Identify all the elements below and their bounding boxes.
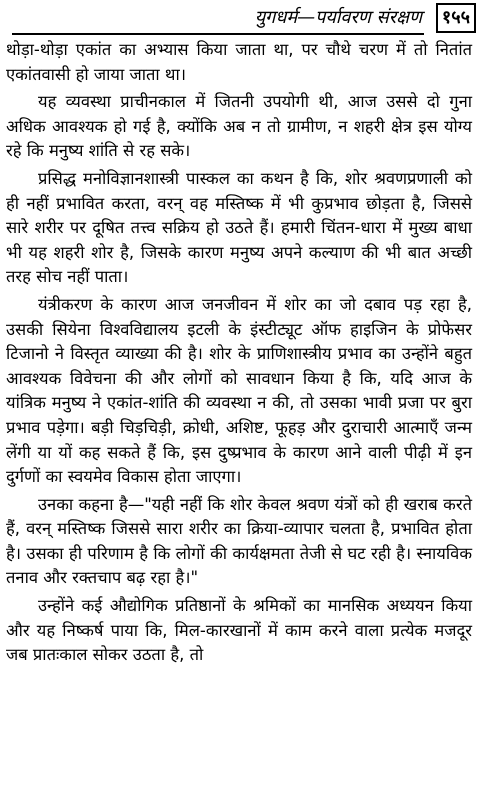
paragraph: उनका कहना है—"यही नहीं कि शोर केवल श्रवण यंत्रों को ही खराब करते हैं, वरन् मस्तिष्क जिससे सारा शरीर का क्रिया-व्यापार चलता है, प्रभावित होता है। उसका ही परिणाम है कि लोगों की कार्यक्षमता तेजी से घट रही है। स्नायविक तनाव और रक्तचाप बढ़ रहा है।" [6, 494, 472, 588]
running-header [0, 0, 480, 36]
paragraph: यह व्यवस्था प्राचीनकाल में जितनी उपयोगी थी, आज उससे दो गुना अधिक आवश्यक हो गई है, क्योंकि अब न तो ग्रामीण, न शहरी क्षेत्र इस योग्य रहे कि मनुष्य शांति से रह सके। [6, 92, 472, 161]
paragraph: उन्होंने कई औद्योगिक प्रतिष्ठानों के श्रमिकों का मानसिक अध्ययन किया और यह निष्कर्ष पाया कि, मिल-कारखानों में काम करने वाला प्रत्येक मजदूर जब प्रातःकाल सोकर उठता है, तो [6, 596, 472, 665]
paragraph: थोड़ा-थोड़ा एकांत का अभ्यास किया जाता था, पर चौथे चरण में तो नितांत एकांतवासी हो जाया जाता था। [6, 40, 472, 84]
page-number: १५५ [436, 3, 476, 33]
header-rule [12, 33, 424, 35]
paragraph: प्रसिद्ध मनोविज्ञानशास्त्री पास्कल का कथन है कि, शोर श्रवणप्रणाली को ही नहीं प्रभावित करता, वरन् वह मस्तिष्क में भी कुप्रभाव छोड़ता है, जिससे सारे शरीर पर दूषित तत्त्व सक्रिय हो उठते हैं। हमारी चिंतन-धारा में मुख्य बाधा भी यह शहरी शोर है, जिसके कारण मनुष्य अपने कल्याण की भी बात अच्छी तरह सोच नहीं पाता। [6, 168, 472, 287]
running-header-title: युगधर्म—पर्यावरण संरक्षण [254, 7, 422, 28]
paragraph: यंत्रीकरण के कारण आज जनजीवन में शोर का जो दबाव पड़ रहा है, उसकी सियेना विश्वविद्यालय इटली के इंस्टीट्यूट ऑफ हाइजिन के प्रोफेसर टिजानो ने विस्तृत व्याख्या की है। शोर के प्राणिशास्त्रीय प्रभाव का उन्होंने बहुत आवश्यक विवेचना की और लोगों को सावधान किया है कि, यदि आज के यांत्रिक मनुष्य ने एकांत-शांति की व्यवस्था न की, तो उसका भावी प्रजा पर बुरा प्रभाव पड़ेगा। बड़ी चिड़चिड़ी, क्रोधी, अशिष्ट, फूहड़ और दुराचारी आत्माएँ जन्म लेंगी या यों कह सकते हैं कि, इस दुष्प्रभाव के कारण आने वाली पीढ़ी में इन दुर्गणों का स्वयमेव विकास होता जाएगा। [6, 294, 472, 487]
body-text [6, 38, 472, 671]
